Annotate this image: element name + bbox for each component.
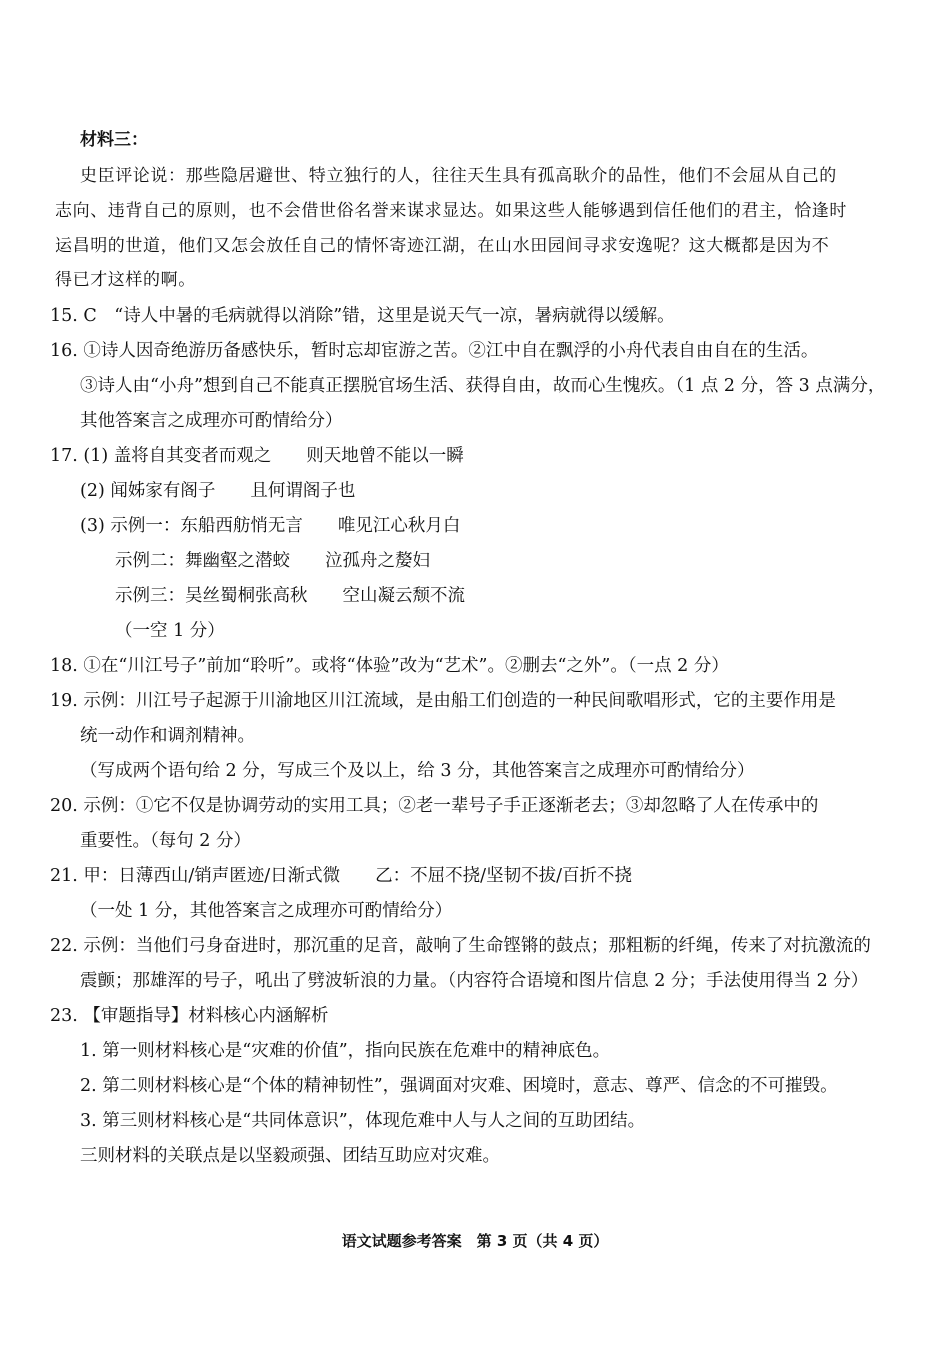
answer-17-2: (2) 闻姊家有阁子 且何谓阁子也 xyxy=(80,481,356,501)
material3-heading: 材料三： xyxy=(80,130,148,150)
answer-19-line-2: 统一动作和调剂精神。 xyxy=(80,726,255,746)
answer-16-line-2: ③诗人由“小舟”想到自己不能真正摆脱官场生活、获得自由，故而心生愧疚。（1 点 2 分，答 3 点满分， xyxy=(80,376,886,396)
answer-18: 18. ①在“川江号子”前加“聆听”。或将“体验”改为“艺术”。②删去“之外”。（一点 2 分） xyxy=(50,656,729,676)
answer-23-point-1: 1. 第一则材料核心是“灾难的价值”，指向民族在危难中的精神底色。 xyxy=(80,1041,611,1061)
page-footer: 语文试题参考答案 第 3 页（共 4 页） xyxy=(341,1232,609,1250)
answer-17-3: (3) 示例一：东船西舫悄无言 唯见江心秋月白 xyxy=(80,516,461,536)
answer-21: 21. 甲：日薄西山/销声匿迹/日渐式微 乙：不屈不挠/坚韧不拔/百折不挠 xyxy=(50,866,632,886)
answer-23-point-3: 3. 第三则材料核心是“共同体意识”，体现危难中人与人之间的互助团结。 xyxy=(80,1111,646,1131)
answer-17-scoring: （一空 1 分） xyxy=(115,621,225,641)
answer-21-scoring: （一处 1 分，其他答案言之成理亦可酌情给分） xyxy=(80,901,453,921)
answer-16-line-3: 其他答案言之成理亦可酌情给分） xyxy=(80,411,343,431)
answer-20-line-1: 20. 示例：①它不仅是协调劳动的实用工具；②老一辈号子手正逐渐老去；③却忽略了人在传承中的 xyxy=(50,796,819,816)
material3-line-3: 运昌明的世道，他们又怎会放任自己的情怀寄迹江湖，在山水田园间寻求安逸呢？这大概都是因为不 xyxy=(55,236,830,256)
answer-17-example-2: 示例二：舞幽壑之潜蛟 泣孤舟之嫠妇 xyxy=(115,551,430,571)
material3-line-4: 得已才这样的啊。 xyxy=(55,270,196,290)
answer-17-example-3: 示例三：吴丝蜀桐张高秋 空山凝云颓不流 xyxy=(115,586,465,606)
material3-line-1: 史臣评论说：那些隐居避世、特立独行的人，往往天生具有孤高耿介的品性，他们不会屈从自己的 xyxy=(80,166,837,186)
answer-20-line-2: 重要性。（每句 2 分） xyxy=(80,831,252,851)
answer-22-line-2: 震颤；那雄浑的号子，吼出了劈波斩浪的力量。（内容符合语境和图片信息 2 分；手法使用得当 2 分） xyxy=(80,971,869,991)
answer-19-line-1: 19. 示例：川江号子起源于川渝地区川江流域，是由船工们创造的一种民间歌唱形式，它的主要作用是 xyxy=(50,691,836,711)
answer-22-line-1: 22. 示例：当他们弓身奋进时，那沉重的足音，敲响了生命铿锵的鼓点；那粗粝的纤绳，传来了对抗激流的 xyxy=(50,936,871,956)
answer-19-scoring: （写成两个语句给 2 分，写成三个及以上，给 3 分，其他答案言之成理亦可酌情给分） xyxy=(80,761,755,781)
answer-17-1: 17. (1) 盖将自其变者而观之 则天地曾不能以一瞬 xyxy=(50,446,464,466)
answer-16-line-1: 16. ①诗人因奇绝游历备感快乐，暂时忘却宦游之苦。②江中自在飘浮的小舟代表自由自在的生活。 xyxy=(50,341,819,361)
answer-23-heading: 23. 【审题指导】材料核心内涵解析 xyxy=(50,1006,329,1026)
answer-23-summary: 三则材料的关联点是以坚毅顽强、团结互助应对灾难。 xyxy=(80,1146,500,1166)
answer-23-point-2: 2. 第二则材料核心是“个体的精神韧性”，强调面对灾难、困境时，意志、尊严、信念的不可摧毁。 xyxy=(80,1076,838,1096)
material3-line-2: 志向、违背自己的原则，也不会借世俗名誉来谋求显达。如果这些人能够遇到信任他们的君主，恰逢时 xyxy=(55,201,847,221)
answer-15: 15. C “诗人中暑的毛病就得以消除”错，这里是说天气一凉，暑病就得以缓解。 xyxy=(50,306,675,326)
